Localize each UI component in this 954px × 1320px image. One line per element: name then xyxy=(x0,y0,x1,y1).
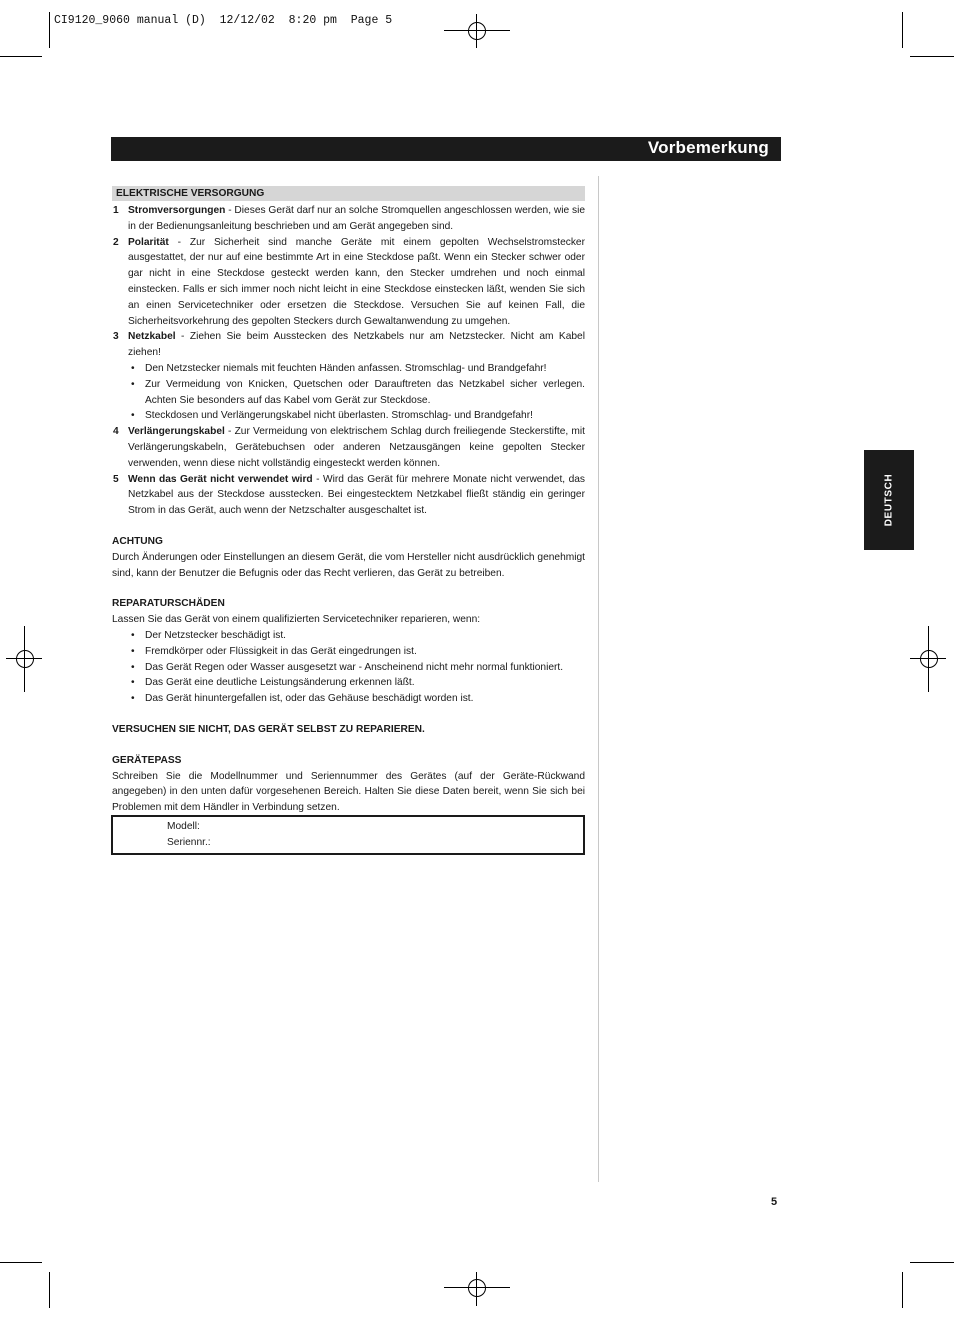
bullet-icon: • xyxy=(131,410,135,422)
column-divider xyxy=(598,176,599,1182)
repair-warning: VERSUCHEN SIE NICHT, DAS GERÄT SELBST ZU REPARIEREN. xyxy=(112,723,425,735)
item-number: 3 xyxy=(113,331,119,343)
item-text: - Dieses Gerät darf nur an solche Stromquellen angeschlossen werden, wie sie in der Bedienungsanleitung beschrieben und am Gerät angegeben sind. xyxy=(128,205,585,232)
repair-intro: Lassen Sie das Gerät von einem qualifizierten Servicetechniker reparieren, wenn: xyxy=(112,614,481,626)
section-heading-power: ELEKTRISCHE VERSORGUNG xyxy=(112,186,585,201)
repair-bullet-list xyxy=(112,628,585,707)
list-item xyxy=(112,203,585,235)
passport-text: Schreiben Sie die Modellnummer und Seriennummer des Gerätes (auf der Geräte-Rückwand angegeben) in den unten dafür vorgesehenen Bereich. Halten Sie diese Daten bereit, wenn Sie sich bei Problemen mit dem Händler in Verbindung setzen. xyxy=(112,770,585,814)
item-text: - Ziehen Sie beim Ausstecken des Netzkabels nur am Netzstecker. Nicht am Kabel ziehen! xyxy=(128,331,585,359)
bullet-icon: • xyxy=(131,629,135,641)
bullet-item: • Der Netzstecker beschädigt ist. xyxy=(112,628,585,644)
item-lead: Netzkabel xyxy=(128,331,176,343)
bullet-item: • Den Netzstecker niemals mit feuchten Händen anfassen. Stromschlag- und Brandgefahr! xyxy=(112,361,585,377)
item-text: - Zur Vermeidung von elektrischem Schlag durch freiliegende Steckerstifte, mit Verlängerungskabeln, Gerätebuchsen oder anderen Netzausgängen keine gepolten Stecker verwenden, wenn diese nicht vollständig eingesteckt werden können. xyxy=(128,426,585,469)
bullet-item: • Das Gerät Regen oder Wasser ausgesetzt war - Anscheinend nicht mehr normal funktioniert. xyxy=(112,660,585,676)
item-text: - Zur Sicherheit sind manche Geräte mit einem gepolten Wechselstromstecker ausgestattet, der nur auf eine bestimmte Art in eine Steckdose paßt. Wenn ein Stecker schwer oder gar nicht in eine Steckdose gesteckt werden kann, den Stecker umdrehen und noch einmal einstecken. Falls er sich immer noch nicht leicht in eine Steckdose einstecken läßt, wenden Sie sich an einen Servicetechniker oder ersetzen die Steckdose. Versuchen Sie auf keinen Fall, die Sicherheitsvorkehrung des gepolten Steckers durch Gewaltanwendung zu umgehen. xyxy=(128,236,585,327)
title-bar xyxy=(111,137,781,161)
section-heading-passport: GERÄTEPASS xyxy=(112,754,182,766)
item-lead: Verlängerungskabel xyxy=(128,426,225,438)
bullet-icon: • xyxy=(131,645,135,657)
bullet-icon: • xyxy=(131,693,135,705)
bullet-item: • Das Gerät eine deutliche Leistungsänderung erkennen läßt. xyxy=(112,675,585,691)
bullet-icon: • xyxy=(131,661,135,673)
device-passport-box xyxy=(111,815,585,855)
item-number: 2 xyxy=(113,236,119,248)
bullet-icon: • xyxy=(131,362,135,374)
item-lead: Polarität xyxy=(128,236,169,248)
list-item xyxy=(112,329,585,361)
serial-label: Seriennr.: xyxy=(167,837,211,848)
item-number: 5 xyxy=(113,473,119,485)
bullet-icon: • xyxy=(131,677,135,689)
item-lead: Stromversorgungen xyxy=(128,205,226,216)
cable-bullet-list xyxy=(112,361,585,424)
item-number: 1 xyxy=(113,205,119,216)
section-heading-caution: ACHTUNG xyxy=(112,535,163,547)
item-lead: Wenn das Gerät nicht verwendet wird xyxy=(128,473,313,485)
language-tab-label: DEUTSCH xyxy=(883,473,895,527)
list-item xyxy=(112,472,585,519)
model-label: Modell: xyxy=(167,821,200,832)
language-tab xyxy=(864,450,914,550)
bullet-item: • Fremdkörper oder Flüssigkeit in das Gerät eingedrungen ist. xyxy=(112,644,585,660)
page-number: 5 xyxy=(771,1196,778,1208)
bullet-item: • Das Gerät hinuntergefallen ist, oder das Gehäuse beschädigt worden ist. xyxy=(112,691,585,707)
list-item xyxy=(112,424,585,471)
page-title: Vorbemerkung xyxy=(647,138,769,157)
list-item xyxy=(112,235,585,330)
printer-header: CI9120_9060 manual (D) 12/12/02 8:20 pm Page 5 xyxy=(54,14,393,27)
section-heading-repair: REPARATURSCHÄDEN xyxy=(112,598,225,610)
caution-text: Durch Änderungen oder Einstellungen an diesem Gerät, die vom Hersteller nicht ausdrücklich genehmigt sind, kann der Benutzer die Befugnis oder das Recht verlieren, das Gerät zu betreiben. xyxy=(112,551,585,579)
bullet-item: • Steckdosen und Verlängerungskabel nicht überlasten. Stromschlag- und Brandgefahr! xyxy=(112,408,585,424)
bullet-icon: • xyxy=(131,378,135,390)
bullet-item: • Zur Vermeidung von Knicken, Quetschen oder Darauftreten das Netzkabel sicher verlegen. Achten Sie besonders auf das Kabel vom Gerät zur Steckdose. xyxy=(131,378,585,406)
item-text: - Wird das Gerät für mehrere Monate nicht verwendet, das Netzkabel aus der Steckdose ausstecken. Bei eingestecktem Netzkabel fließt ständig ein geringer Strom in das Gerät, auch wenn der Netzschalter ausgeschaltet ist. xyxy=(128,473,586,517)
main-content xyxy=(112,186,585,816)
item-number: 4 xyxy=(113,426,119,438)
